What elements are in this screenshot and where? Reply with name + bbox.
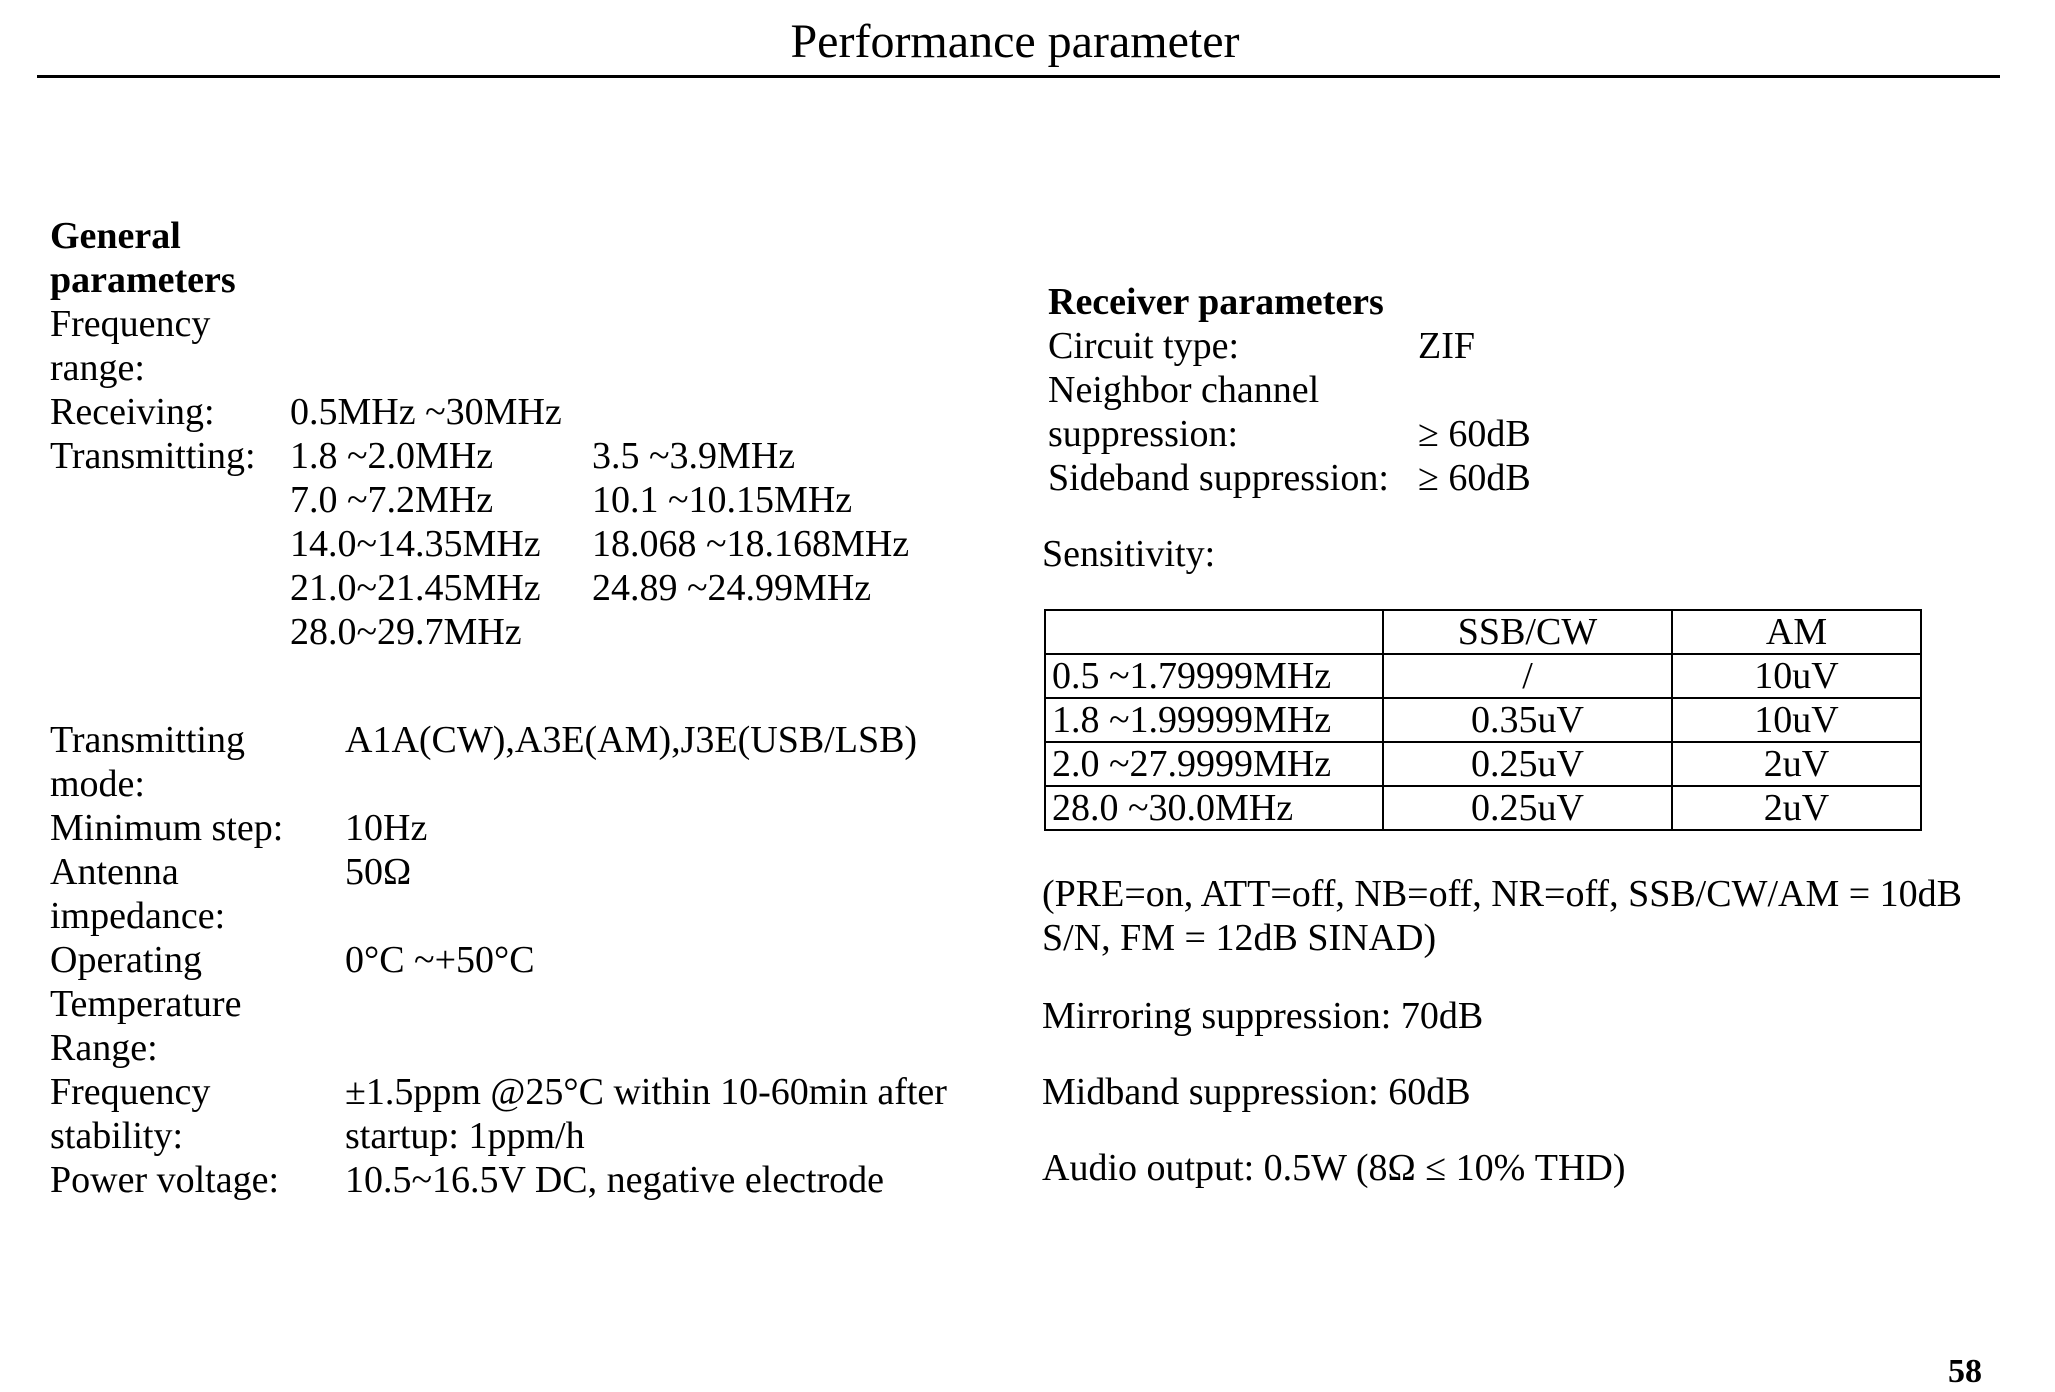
general-heading-line1: General [50, 215, 181, 257]
table-cell: 0.35uV [1383, 698, 1672, 742]
table-cell: 2.0 ~27.9999MHz [1045, 742, 1383, 786]
freq-stab-label-line1: Frequency [50, 1071, 211, 1113]
transmitting-label: Transmitting: [50, 435, 256, 477]
op-temp-value: 0°C ~+50°C [345, 939, 535, 981]
table-cell: 1.8 ~1.99999MHz [1045, 698, 1383, 742]
table-header-cell: AM [1672, 610, 1921, 654]
tx-mode-value: A1A(CW),A3E(AM),J3E(USB/LSB) [345, 719, 918, 761]
circuit-type-value: ZIF [1418, 325, 1475, 367]
op-temp-label-line2: Temperature [50, 983, 242, 1025]
tx-band: 1.8 ~2.0MHz [290, 435, 494, 477]
tx-band: 10.1 ~10.15MHz [592, 479, 853, 521]
antenna-label-line1: Antenna [50, 851, 179, 893]
table-header-cell: SSB/CW [1383, 610, 1672, 654]
receiving-value: 0.5MHz ~30MHz [290, 391, 562, 433]
table-cell: 0.25uV [1383, 786, 1672, 830]
table-row [1045, 654, 1921, 698]
op-temp-label-line3: Range: [50, 1027, 158, 1069]
tx-band: 18.068 ~18.168MHz [592, 523, 910, 565]
table-cell: 0.25uV [1383, 742, 1672, 786]
neighbor-value: ≥ 60dB [1418, 413, 1531, 455]
freq-range-label-line1: Frequency [50, 303, 211, 345]
title-divider [37, 75, 2000, 78]
freq-stab-value-line2: startup: 1ppm/h [345, 1115, 585, 1157]
tx-band: 14.0~14.35MHz [290, 523, 541, 565]
table-cell: 0.5 ~1.79999MHz [1045, 654, 1383, 698]
tx-band: 28.0~29.7MHz [290, 611, 522, 653]
conditions-note-line2: S/N, FM = 12dB SINAD) [1042, 917, 1437, 959]
neighbor-label-line2: suppression: [1048, 413, 1238, 455]
table-cell: / [1383, 654, 1672, 698]
table-row [1045, 742, 1921, 786]
tx-band: 24.89 ~24.99MHz [592, 567, 872, 609]
table-header-cell [1045, 610, 1383, 654]
freq-stab-value-line1: ±1.5ppm @25°C within 10-60min after [345, 1071, 947, 1113]
tx-band: 3.5 ~3.9MHz [592, 435, 796, 477]
circuit-type-label: Circuit type: [1048, 325, 1240, 367]
sideband-value: ≥ 60dB [1418, 457, 1531, 499]
mirroring-suppression: Mirroring suppression: 70dB [1042, 995, 1484, 1037]
page-number: 58 [1948, 1353, 1982, 1390]
table-row [1045, 786, 1921, 830]
table-cell: 2uV [1672, 742, 1921, 786]
table-row [1045, 698, 1921, 742]
general-heading-line2: parameters [50, 259, 236, 301]
tx-band: 7.0 ~7.2MHz [290, 479, 494, 521]
power-label: Power voltage: [50, 1159, 280, 1201]
table-cell: 10uV [1672, 698, 1921, 742]
sensitivity-table [1044, 609, 1922, 831]
midband-suppression: Midband suppression: 60dB [1042, 1071, 1471, 1113]
min-step-label: Minimum step: [50, 807, 284, 849]
receiver-heading: Receiver parameters [1048, 281, 1384, 323]
page-title: Performance parameter [790, 15, 1240, 68]
tx-mode-label-line1: Transmitting [50, 719, 245, 761]
receiving-label: Receiving: [50, 391, 215, 433]
min-step-value: 10Hz [345, 807, 428, 849]
op-temp-label-line1: Operating [50, 939, 202, 981]
table-header-row [1045, 610, 1921, 654]
antenna-value: 50Ω [345, 851, 412, 893]
sensitivity-label: Sensitivity: [1042, 533, 1216, 575]
power-value: 10.5~16.5V DC, negative electrode [345, 1159, 885, 1201]
table-cell: 10uV [1672, 654, 1921, 698]
table-cell: 28.0 ~30.0MHz [1045, 786, 1383, 830]
neighbor-label-line1: Neighbor channel [1048, 369, 1320, 411]
freq-stab-label-line2: stability: [50, 1115, 183, 1157]
tx-band: 21.0~21.45MHz [290, 567, 541, 609]
audio-output: Audio output: 0.5W (8Ω ≤ 10% THD) [1042, 1147, 1626, 1189]
conditions-note-line1: (PRE=on, ATT=off, NB=off, NR=off, SSB/CW/AM = 10dB [1042, 873, 1963, 915]
table-cell: 2uV [1672, 786, 1921, 830]
antenna-label-line2: impedance: [50, 895, 226, 937]
tx-mode-label-line2: mode: [50, 763, 145, 805]
freq-range-label-line2: range: [50, 347, 145, 389]
sideband-label: Sideband suppression: [1048, 457, 1389, 499]
